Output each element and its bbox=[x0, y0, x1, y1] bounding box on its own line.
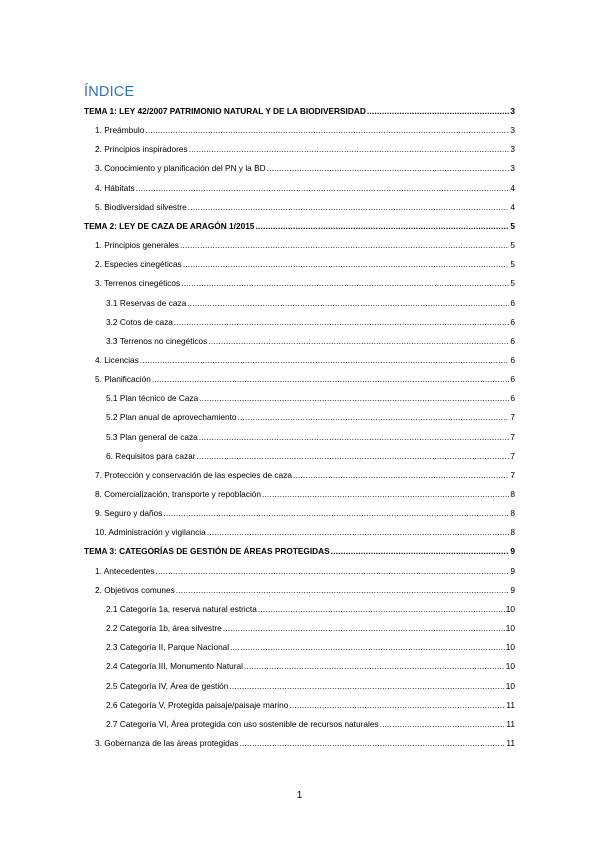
toc-entry[interactable] bbox=[95, 468, 515, 482]
toc-entry-page: 9 bbox=[510, 546, 515, 557]
toc-entry-page: 6 bbox=[510, 297, 515, 308]
toc-entry[interactable] bbox=[95, 161, 515, 175]
dot-leader bbox=[140, 353, 510, 367]
toc-entry-label: 3.3 Terrenos no cinegéticos bbox=[106, 335, 208, 346]
toc-entry-page: 5 bbox=[510, 220, 515, 231]
dot-leader bbox=[208, 334, 509, 348]
toc-entry-page: 6 bbox=[510, 335, 515, 346]
toc-entry-label: TEMA 3: CATEGORÍAS DE GESTIÓN DE ÁREAS PROTEGIDAS bbox=[84, 546, 330, 557]
toc-entry-label: 5. Planificación bbox=[95, 374, 151, 385]
toc-entry-page: 7 bbox=[510, 412, 515, 423]
toc-entry-page: 8 bbox=[510, 508, 515, 519]
toc-entry-page: 5 bbox=[510, 240, 515, 251]
toc-entry-label: 6. Requisitos para cazar bbox=[106, 450, 196, 461]
toc-entry-label: 2.1 Categoría 1a, reserva natural estricta bbox=[106, 603, 257, 614]
toc-entry-label: 2.2 Categoría 1b, área silvestre bbox=[106, 623, 222, 634]
toc-entry-label: 2.4 Categoría III, Monumento Natural bbox=[106, 661, 243, 672]
toc-entry[interactable] bbox=[106, 315, 515, 329]
dot-leader bbox=[267, 161, 510, 175]
toc-entry[interactable] bbox=[95, 564, 515, 578]
toc-entry[interactable] bbox=[106, 449, 515, 463]
toc-entry[interactable] bbox=[95, 257, 515, 271]
toc-entry-label: 3.1 Reservas de caza bbox=[106, 297, 187, 308]
dot-leader bbox=[163, 506, 509, 520]
dot-leader bbox=[199, 391, 509, 405]
dot-leader bbox=[238, 410, 510, 424]
toc-entry[interactable] bbox=[95, 123, 515, 137]
dot-leader bbox=[289, 698, 505, 712]
dot-leader bbox=[258, 602, 505, 616]
dot-leader bbox=[255, 219, 509, 233]
toc-entry-label: 4. Licencias bbox=[95, 354, 139, 365]
toc-entry-page: 9 bbox=[510, 565, 515, 576]
dot-leader bbox=[239, 736, 505, 750]
toc-heading: ÍNDICE bbox=[84, 84, 135, 100]
toc-entry[interactable] bbox=[106, 430, 515, 444]
dot-leader bbox=[174, 315, 509, 329]
toc-entry[interactable] bbox=[84, 219, 515, 233]
toc-entry-page: 3 bbox=[510, 163, 515, 174]
toc-entry[interactable] bbox=[106, 698, 515, 712]
toc-entry-label: 3. Gobernanza de las áreas protegidas bbox=[95, 737, 239, 748]
toc-entry-label: 8. Comercialización, transporte y repoblación bbox=[95, 489, 262, 499]
toc-entry-page: 8 bbox=[510, 527, 515, 538]
dot-leader bbox=[181, 276, 509, 290]
toc-entry-label: TEMA 1: LEY 42/2007 PATRIMONIO NATURAL Y DE LA BIODIVERSIDAD bbox=[84, 106, 366, 116]
toc-entry[interactable] bbox=[95, 238, 515, 252]
toc-entry-label: 3. Conocimiento y planificación del PN y la BD bbox=[95, 163, 266, 174]
toc-entry-label: 1. Principios generales bbox=[95, 240, 179, 251]
toc-entry[interactable] bbox=[106, 679, 515, 693]
toc-entry-label: 1. Preámbulo bbox=[95, 125, 145, 136]
toc-entry-page: 6 bbox=[510, 374, 515, 385]
toc-entry-label: 2.5 Categoría IV, Área de gestión bbox=[106, 680, 229, 691]
toc-entry-page: 10 bbox=[505, 603, 515, 614]
toc-entry-label: 2. Objetivos comunes bbox=[95, 584, 175, 595]
dot-leader bbox=[380, 717, 506, 731]
toc-entry-page: 3 bbox=[510, 144, 515, 155]
toc-entry-label: 2. Principios inspiradores bbox=[95, 144, 188, 155]
dot-leader bbox=[136, 181, 510, 195]
dot-leader bbox=[230, 640, 505, 654]
toc-entry[interactable] bbox=[84, 104, 515, 118]
toc-entry-label: TEMA 2: LEY DE CAZA DE ARAGÓN 1/2015 bbox=[84, 220, 255, 231]
dot-leader bbox=[189, 142, 510, 156]
dot-leader bbox=[183, 257, 510, 271]
toc-entry-label: 3.2 Cotos de caza bbox=[106, 316, 173, 327]
toc-entry-page: 11 bbox=[506, 718, 515, 729]
toc-entry[interactable] bbox=[106, 640, 515, 654]
dot-leader bbox=[199, 430, 510, 444]
toc-entry[interactable] bbox=[106, 296, 515, 310]
toc-entry-page: 6 bbox=[510, 393, 515, 404]
toc-entry-page: 11 bbox=[506, 699, 515, 710]
toc-entry-label: 5.3 Plan general de caza bbox=[106, 431, 198, 442]
dot-leader bbox=[176, 583, 510, 597]
toc-entry-label: 4. Hábitats bbox=[95, 182, 135, 193]
dot-leader bbox=[293, 468, 509, 482]
dot-leader bbox=[156, 564, 510, 578]
toc-entry[interactable] bbox=[106, 621, 515, 635]
toc-entry[interactable] bbox=[106, 602, 515, 616]
toc-entry-label: 7. Protección y conservación de las especies de caza bbox=[95, 469, 292, 480]
dot-leader bbox=[188, 200, 510, 214]
toc-entry-page: 11 bbox=[506, 737, 515, 748]
toc-entry[interactable] bbox=[95, 200, 515, 214]
toc-entry[interactable] bbox=[95, 372, 515, 386]
toc-entry-page: 3 bbox=[510, 106, 515, 116]
toc-entry-page: 4 bbox=[510, 201, 515, 212]
dot-leader bbox=[229, 679, 504, 693]
toc-entry-label: 9. Seguro y daños bbox=[95, 508, 163, 519]
toc-entry-page: 7 bbox=[510, 431, 515, 442]
dot-leader bbox=[331, 544, 510, 558]
toc-entry-label: 1. Antecedentes bbox=[95, 565, 155, 576]
toc-entry[interactable] bbox=[95, 487, 515, 501]
toc-entry[interactable] bbox=[106, 410, 515, 424]
toc-entry-page: 8 bbox=[510, 489, 515, 499]
dot-leader bbox=[262, 487, 509, 501]
toc-entry-label: 2.6 Categoría V, Protegida paisaje/paisaje marino bbox=[106, 699, 289, 710]
toc-entry-page: 7 bbox=[510, 469, 515, 480]
dot-leader bbox=[207, 525, 510, 539]
toc-entry-label: 2. Especies cinegéticas bbox=[95, 259, 182, 270]
dot-leader bbox=[145, 123, 509, 137]
toc-entry-page: 9 bbox=[510, 584, 515, 595]
toc-entry[interactable] bbox=[95, 142, 515, 156]
page-number: 1 bbox=[296, 790, 303, 801]
toc-entry-label: 5.2 Plan anual de aprovechamiento bbox=[106, 412, 237, 423]
toc-entry-label: 10. Administración y vigilancia bbox=[95, 527, 206, 538]
toc-entry[interactable] bbox=[95, 583, 515, 597]
dot-leader bbox=[244, 659, 505, 673]
toc-entry[interactable] bbox=[106, 334, 515, 348]
toc-entry-page: 10 bbox=[505, 661, 515, 672]
dot-leader bbox=[180, 238, 509, 252]
dot-leader bbox=[196, 449, 509, 463]
toc-entry-label: 5. Biodiversidad silvestre bbox=[95, 201, 187, 212]
toc-entry-label: 5.1 Plan técnico de Caza bbox=[106, 393, 199, 404]
toc-entry-page: 10 bbox=[505, 680, 515, 691]
toc-entry[interactable] bbox=[95, 525, 515, 539]
toc-entry-label: 3. Terrenos cinegéticos bbox=[95, 278, 181, 289]
toc-entry[interactable] bbox=[106, 717, 515, 731]
toc-entry[interactable] bbox=[106, 659, 515, 673]
toc-entry-label: 2.7 Categoría VI, Área protegida con uso sostenible de recursos naturales bbox=[106, 718, 379, 729]
toc-entry-page: 4 bbox=[510, 182, 515, 193]
toc-entry-page: 7 bbox=[510, 450, 515, 461]
dot-leader bbox=[187, 296, 509, 310]
toc-entry[interactable] bbox=[95, 736, 515, 750]
toc-entry-page: 3 bbox=[510, 125, 515, 136]
dot-leader bbox=[367, 104, 510, 118]
toc-entry-page: 6 bbox=[510, 354, 515, 365]
toc-entry[interactable] bbox=[106, 391, 515, 405]
dot-leader bbox=[223, 621, 505, 635]
toc-entry-page: 10 bbox=[505, 623, 515, 634]
toc-entry[interactable] bbox=[95, 353, 515, 367]
toc-entry[interactable] bbox=[95, 506, 515, 520]
toc-entry[interactable] bbox=[84, 544, 515, 558]
toc-entry-page: 6 bbox=[510, 316, 515, 327]
toc-entry[interactable] bbox=[95, 276, 515, 290]
toc-entry-page: 5 bbox=[510, 278, 515, 289]
toc-entry-label: 2.3 Categoría II, Parque Nacional bbox=[106, 642, 230, 653]
toc-entry[interactable] bbox=[95, 181, 515, 195]
toc-entry-page: 5 bbox=[510, 259, 515, 270]
toc-entry-page: 10 bbox=[505, 642, 515, 653]
dot-leader bbox=[152, 372, 510, 386]
